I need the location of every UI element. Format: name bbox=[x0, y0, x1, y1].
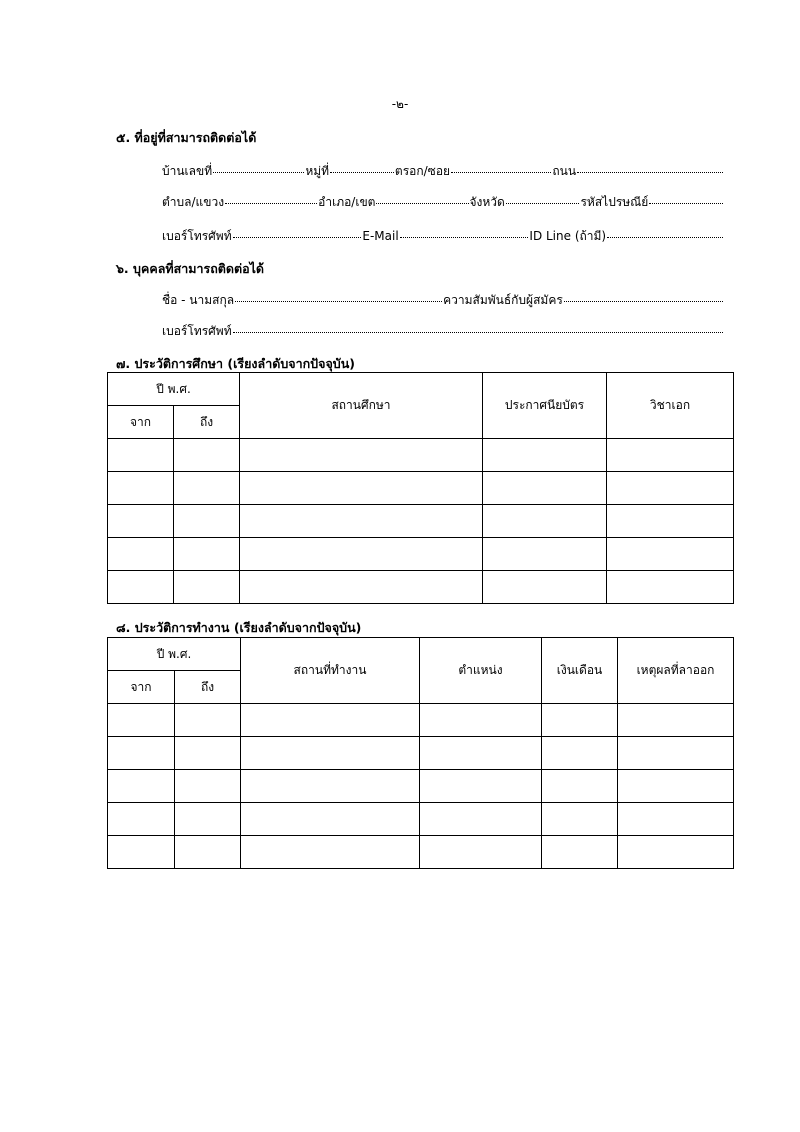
table-row bbox=[108, 538, 734, 571]
education-certificate-cell[interactable] bbox=[483, 571, 607, 604]
work-from-cell[interactable] bbox=[108, 803, 175, 836]
education-major-cell[interactable] bbox=[607, 439, 734, 472]
education-from-cell[interactable] bbox=[108, 571, 174, 604]
education-from-cell[interactable] bbox=[108, 472, 174, 505]
province-label: จังหวัด bbox=[469, 195, 505, 209]
education-from-header: จาก bbox=[108, 406, 174, 439]
education-institution-cell[interactable] bbox=[240, 571, 483, 604]
work-to-header: ถึง bbox=[175, 671, 241, 704]
work-salary-cell[interactable] bbox=[542, 770, 618, 803]
contact-line bbox=[162, 227, 724, 246]
contact-name-field[interactable] bbox=[235, 301, 442, 302]
moo-field[interactable] bbox=[330, 172, 394, 173]
work-position-cell[interactable] bbox=[420, 836, 542, 869]
work-salary-cell[interactable] bbox=[542, 737, 618, 770]
table-row bbox=[108, 571, 734, 604]
postcode-label: รหัสไปรษณีย์ bbox=[580, 195, 649, 209]
section-5-title: ๕. ที่อยู่ที่สามารถติดต่อได้ bbox=[116, 130, 257, 145]
work-position-cell[interactable] bbox=[420, 770, 542, 803]
education-major-cell[interactable] bbox=[607, 538, 734, 571]
work-workplace-cell[interactable] bbox=[241, 836, 420, 869]
subdistrict-field[interactable] bbox=[225, 203, 317, 204]
table-row bbox=[108, 472, 734, 505]
district-field[interactable] bbox=[376, 203, 468, 204]
work-position-cell[interactable] bbox=[420, 803, 542, 836]
work-from-cell[interactable] bbox=[108, 770, 175, 803]
contact-phone-label: เบอร์โทรศัพท์ bbox=[162, 324, 232, 338]
education-major-cell[interactable] bbox=[607, 505, 734, 538]
table-row bbox=[108, 704, 734, 737]
work-to-cell[interactable] bbox=[175, 836, 241, 869]
address-line-2 bbox=[162, 193, 724, 212]
province-field[interactable] bbox=[506, 203, 580, 204]
work-year-header: ปี พ.ศ. bbox=[108, 638, 241, 671]
table-row bbox=[108, 770, 734, 803]
work-from-cell[interactable] bbox=[108, 836, 175, 869]
work-salary-header: เงินเดือน bbox=[542, 638, 618, 704]
page-number: -๒- bbox=[391, 97, 409, 111]
work-salary-cell[interactable] bbox=[542, 803, 618, 836]
education-institution-header: สถานศึกษา bbox=[240, 373, 483, 439]
work-to-cell[interactable] bbox=[175, 737, 241, 770]
relation-field[interactable] bbox=[564, 301, 723, 302]
work-reason-cell[interactable] bbox=[618, 770, 734, 803]
education-to-cell[interactable] bbox=[174, 472, 240, 505]
house-no-label: บ้านเลขที่ bbox=[162, 164, 213, 178]
work-reason-cell[interactable] bbox=[618, 803, 734, 836]
moo-label: หมู่ที่ bbox=[305, 164, 330, 178]
table-row bbox=[108, 439, 734, 472]
education-from-cell[interactable] bbox=[108, 538, 174, 571]
line-id-field[interactable] bbox=[607, 237, 723, 238]
road-label: ถนน bbox=[552, 164, 577, 178]
education-certificate-cell[interactable] bbox=[483, 505, 607, 538]
education-major-cell[interactable] bbox=[607, 472, 734, 505]
work-workplace-cell[interactable] bbox=[241, 770, 420, 803]
work-reason-cell[interactable] bbox=[618, 836, 734, 869]
education-institution-cell[interactable] bbox=[240, 538, 483, 571]
work-workplace-cell[interactable] bbox=[241, 737, 420, 770]
section-8-title: ๘. ประวัติการทำงาน (เรียงลำดับจากปัจจุบัน) bbox=[116, 620, 362, 635]
contact-person-line bbox=[162, 291, 724, 310]
education-certificate-cell[interactable] bbox=[483, 538, 607, 571]
contact-phone-line bbox=[162, 322, 724, 341]
work-salary-cell[interactable] bbox=[542, 704, 618, 737]
phone-label: เบอร์โทรศัพท์ bbox=[162, 229, 232, 243]
education-to-cell[interactable] bbox=[174, 571, 240, 604]
education-institution-cell[interactable] bbox=[240, 439, 483, 472]
work-workplace-cell[interactable] bbox=[241, 803, 420, 836]
phone-field[interactable] bbox=[233, 237, 362, 238]
education-from-cell[interactable] bbox=[108, 439, 174, 472]
table-row bbox=[108, 803, 734, 836]
education-certificate-cell[interactable] bbox=[483, 439, 607, 472]
road-field[interactable] bbox=[577, 172, 723, 173]
work-to-cell[interactable] bbox=[175, 704, 241, 737]
soi-field[interactable] bbox=[451, 172, 551, 173]
work-workplace-cell[interactable] bbox=[241, 704, 420, 737]
education-institution-cell[interactable] bbox=[240, 472, 483, 505]
section-6-title: ๖. บุคคลที่สามารถติดต่อได้ bbox=[116, 261, 265, 276]
soi-label: ตรอก/ซอย bbox=[394, 164, 451, 178]
work-from-cell[interactable] bbox=[108, 737, 175, 770]
table-row bbox=[108, 836, 734, 869]
work-to-cell[interactable] bbox=[175, 803, 241, 836]
work-reason-cell[interactable] bbox=[618, 704, 734, 737]
education-institution-cell[interactable] bbox=[240, 505, 483, 538]
work-reason-header: เหตุผลที่ลาออก bbox=[618, 638, 734, 704]
education-to-header: ถึง bbox=[174, 406, 240, 439]
work-to-cell[interactable] bbox=[175, 770, 241, 803]
line-id-label: ID Line (ถ้ามี) bbox=[529, 229, 607, 243]
work-reason-cell[interactable] bbox=[618, 737, 734, 770]
subdistrict-label: ตำบล/แขวง bbox=[162, 195, 225, 209]
address-line-1 bbox=[162, 162, 724, 181]
postcode-field[interactable] bbox=[649, 203, 723, 204]
work-position-cell[interactable] bbox=[420, 737, 542, 770]
education-year-header: ปี พ.ศ. bbox=[108, 373, 240, 406]
contact-name-label: ชื่อ - นามสกุล bbox=[162, 293, 235, 307]
work-from-cell[interactable] bbox=[108, 704, 175, 737]
education-to-cell[interactable] bbox=[174, 439, 240, 472]
section-7-title: ๗. ประวัติการศึกษา (เรียงลำดับจากปัจจุบัน) bbox=[116, 356, 355, 371]
work-position-cell[interactable] bbox=[420, 704, 542, 737]
work-header-row bbox=[108, 638, 734, 671]
table-row bbox=[108, 737, 734, 770]
house-no-field[interactable] bbox=[213, 172, 304, 173]
email-field[interactable] bbox=[400, 237, 529, 238]
relation-label: ความสัมพันธ์กับผู้สมัคร bbox=[443, 293, 563, 307]
education-header-row bbox=[108, 373, 734, 406]
education-from-cell[interactable] bbox=[108, 505, 174, 538]
contact-phone-field[interactable] bbox=[233, 332, 723, 333]
education-to-cell[interactable] bbox=[174, 505, 240, 538]
work-from-header: จาก bbox=[108, 671, 175, 704]
education-to-cell[interactable] bbox=[174, 538, 240, 571]
work-history-table bbox=[107, 637, 734, 869]
work-salary-cell[interactable] bbox=[542, 836, 618, 869]
email-label: E-Mail bbox=[362, 229, 399, 243]
district-label: อำเภอ/เขต bbox=[318, 195, 376, 209]
education-major-header: วิชาเอก bbox=[607, 373, 734, 439]
work-workplace-header: สถานที่ทำงาน bbox=[241, 638, 420, 704]
work-position-header: ตำแหน่ง bbox=[420, 638, 542, 704]
education-major-cell[interactable] bbox=[607, 571, 734, 604]
education-certificate-header: ประกาศนียบัตร bbox=[483, 373, 607, 439]
education-certificate-cell[interactable] bbox=[483, 472, 607, 505]
education-table bbox=[107, 372, 734, 604]
table-row bbox=[108, 505, 734, 538]
